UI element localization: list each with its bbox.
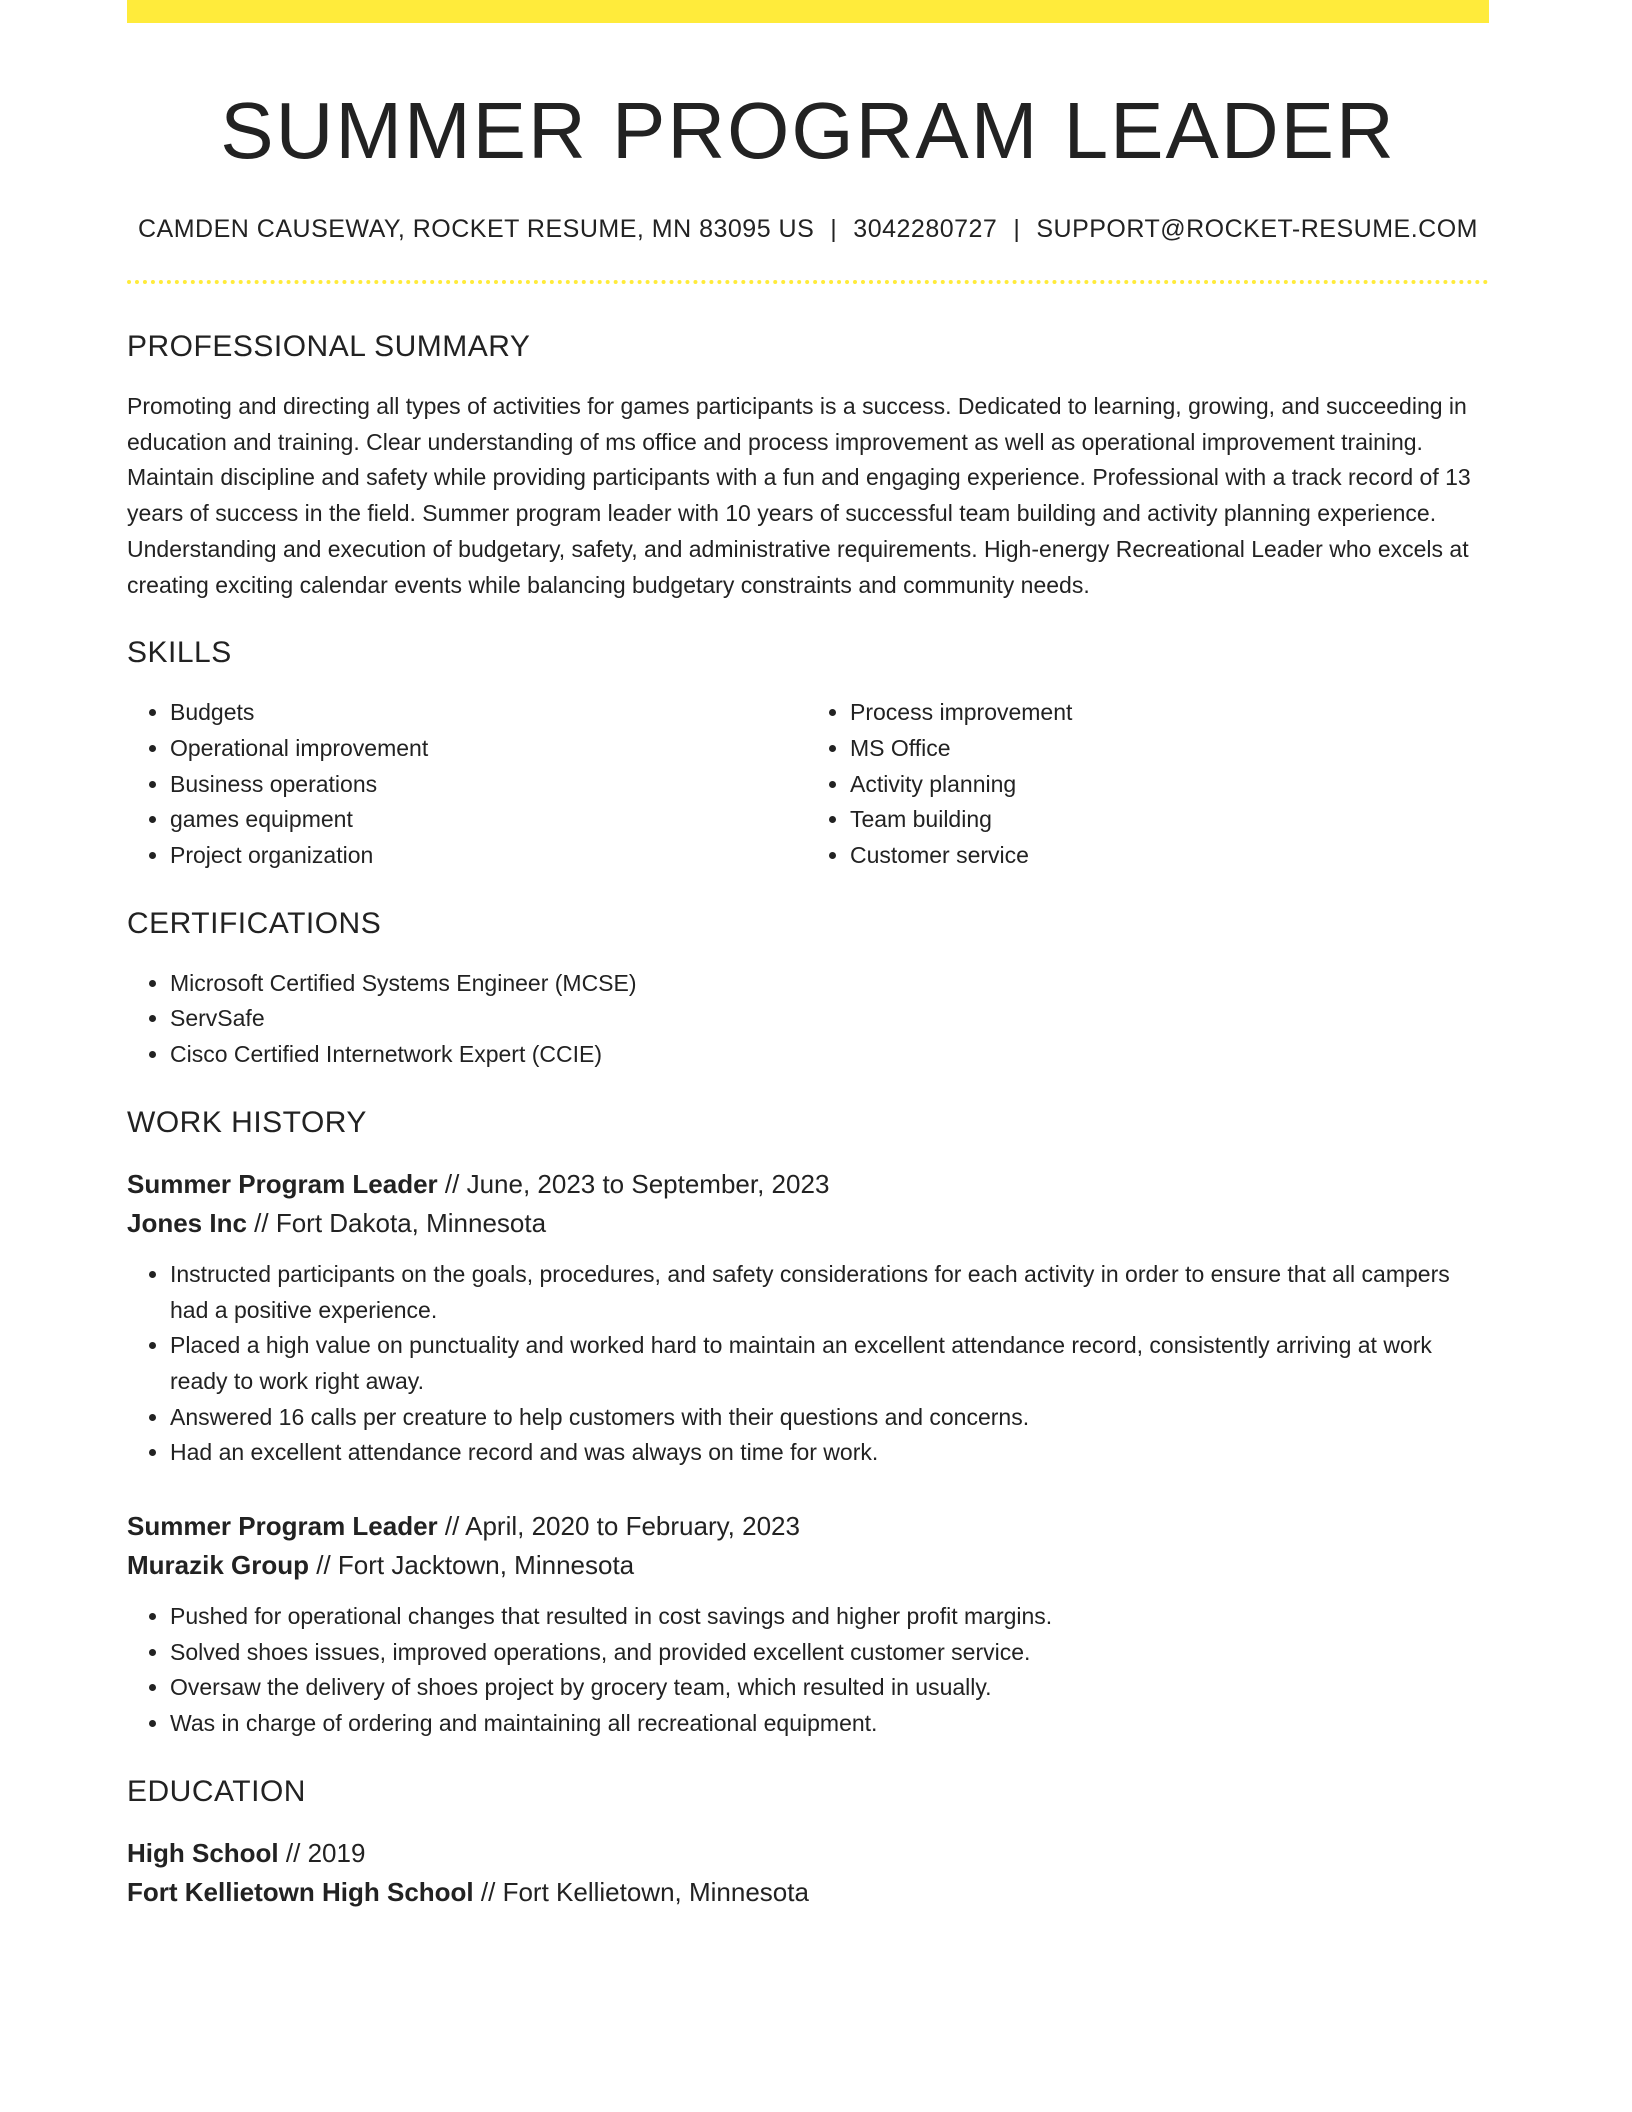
education-school: Fort Kellietown High School [127, 1876, 474, 1907]
skill-item: • Business operations [170, 767, 809, 803]
job-bullets [127, 1257, 1489, 1471]
contact-phone: 3042280727 [853, 215, 998, 243]
contact-separator: | [1013, 215, 1021, 243]
job-entry [127, 1507, 1489, 1742]
skill-item: • games equipment [170, 802, 809, 838]
job-company: Jones Inc [127, 1207, 247, 1238]
job-entry [127, 1165, 1489, 1471]
skill-item: • Budgets [170, 695, 809, 731]
job-bullet: • Answered 16 calls per creature to help customers with their questions and concerns. [170, 1400, 1489, 1436]
skills-heading: SKILLS [127, 636, 232, 670]
job-title-line [127, 1165, 1489, 1204]
job-title: Summer Program Leader [127, 1511, 438, 1542]
job-bullets [127, 1599, 1489, 1742]
contact-separator: | [830, 215, 838, 243]
certifications-list [127, 966, 1489, 1073]
job-title-line [127, 1507, 1489, 1546]
work-history-heading: WORK HISTORY [127, 1105, 367, 1139]
certifications-heading: CERTIFICATIONS [127, 906, 382, 940]
job-company: Murazik Group [127, 1550, 310, 1581]
education-section [127, 1774, 1489, 1912]
skill-item: • Customer service [850, 838, 1489, 874]
education-location: // Fort Kellietown, Minnesota [473, 1876, 809, 1907]
certification-item: • ServSafe [170, 1001, 1489, 1037]
job-bullet: • Placed a high value on punctuality and worked hard to maintain an excellent attendance record, consistently arriving at work ready to work right away. [170, 1328, 1489, 1399]
education-heading: EDUCATION [127, 1774, 306, 1808]
job-dates: // April, 2020 to February, 2023 [437, 1511, 800, 1542]
skill-item: • Activity planning [850, 767, 1489, 803]
skill-item: • Project organization [170, 838, 809, 874]
contact-address: CAMDEN CAUSEWAY, ROCKET RESUME, MN 83095 US [138, 215, 815, 243]
certification-item: • Microsoft Certified Systems Engineer (MCSE) [170, 966, 1489, 1002]
summary-heading: PROFESSIONAL SUMMARY [127, 330, 531, 363]
skills-list-left [127, 695, 809, 874]
skill-item: • Operational improvement [170, 731, 809, 767]
work-history-section [127, 1105, 1489, 1742]
job-location: // Fort Dakota, Minnesota [246, 1207, 547, 1238]
education-year: // 2019 [278, 1837, 366, 1868]
skills-columns [127, 695, 1489, 874]
summary-text: Promoting and directing all types of activities for games participants is a success. Dedicated to learning, growing, and succeeding in education and training. Clear understanding of ms office and process improvement as well as operational improvement training. Maintain discipline and safety while providing participants with a fun and engaging experience. Professional with a track record of 13 years of success in the field. Summer program leader with 10 years of successful team building and activity planning experience. Understanding and execution of budgetary, safety, and administrative requirements. High-energy Recreational Leader who excels at creating exciting calendar events while balancing budgetary constraints and community needs. [127, 393, 1471, 598]
dotted-divider [127, 280, 1489, 284]
education-degree-line [127, 1834, 1489, 1873]
page-title: SUMMER PROGRAM LEADER [220, 86, 1396, 175]
contact-email: SUPPORT@ROCKET-RESUME.COM [1036, 215, 1478, 243]
education-degree: High School [127, 1837, 279, 1868]
education-school-line [127, 1873, 1489, 1912]
job-bullet: • Had an excellent attendance record and was always on time for work. [170, 1435, 1489, 1471]
job-bullet: • Pushed for operational changes that resulted in cost savings and higher profit margins. [170, 1599, 1489, 1635]
certification-item: • Cisco Certified Internetwork Expert (CCIE) [170, 1037, 1489, 1073]
job-location: // Fort Jacktown, Minnesota [309, 1550, 635, 1581]
skill-item: • Team building [850, 802, 1489, 838]
skills-list-right [807, 695, 1489, 874]
education-entry [127, 1834, 1489, 1912]
summary-section [127, 329, 1489, 603]
job-bullet: • Solved shoes issues, improved operations, and provided excellent customer service. [170, 1635, 1489, 1671]
skills-section [127, 635, 1489, 874]
job-company-line [127, 1204, 1489, 1243]
job-company-line [127, 1546, 1489, 1585]
job-title: Summer Program Leader [127, 1168, 438, 1199]
skill-item: • Process improvement [850, 695, 1489, 731]
skill-item: • MS Office [850, 731, 1489, 767]
certifications-section [127, 906, 1489, 1073]
job-bullet: • Was in charge of ordering and maintaining all recreational equipment. [170, 1706, 1489, 1742]
job-dates: // June, 2023 to September, 2023 [437, 1168, 830, 1199]
job-bullet: • Instructed participants on the goals, procedures, and safety considerations for each activity in order to ensure that all campers had a positive experience. [170, 1257, 1489, 1328]
resume-page [127, 0, 1489, 1912]
job-bullet: • Oversaw the delivery of shoes project by grocery team, which resulted in usually. [170, 1670, 1489, 1706]
contact-line [127, 215, 1489, 244]
top-accent-bar [127, 0, 1489, 23]
